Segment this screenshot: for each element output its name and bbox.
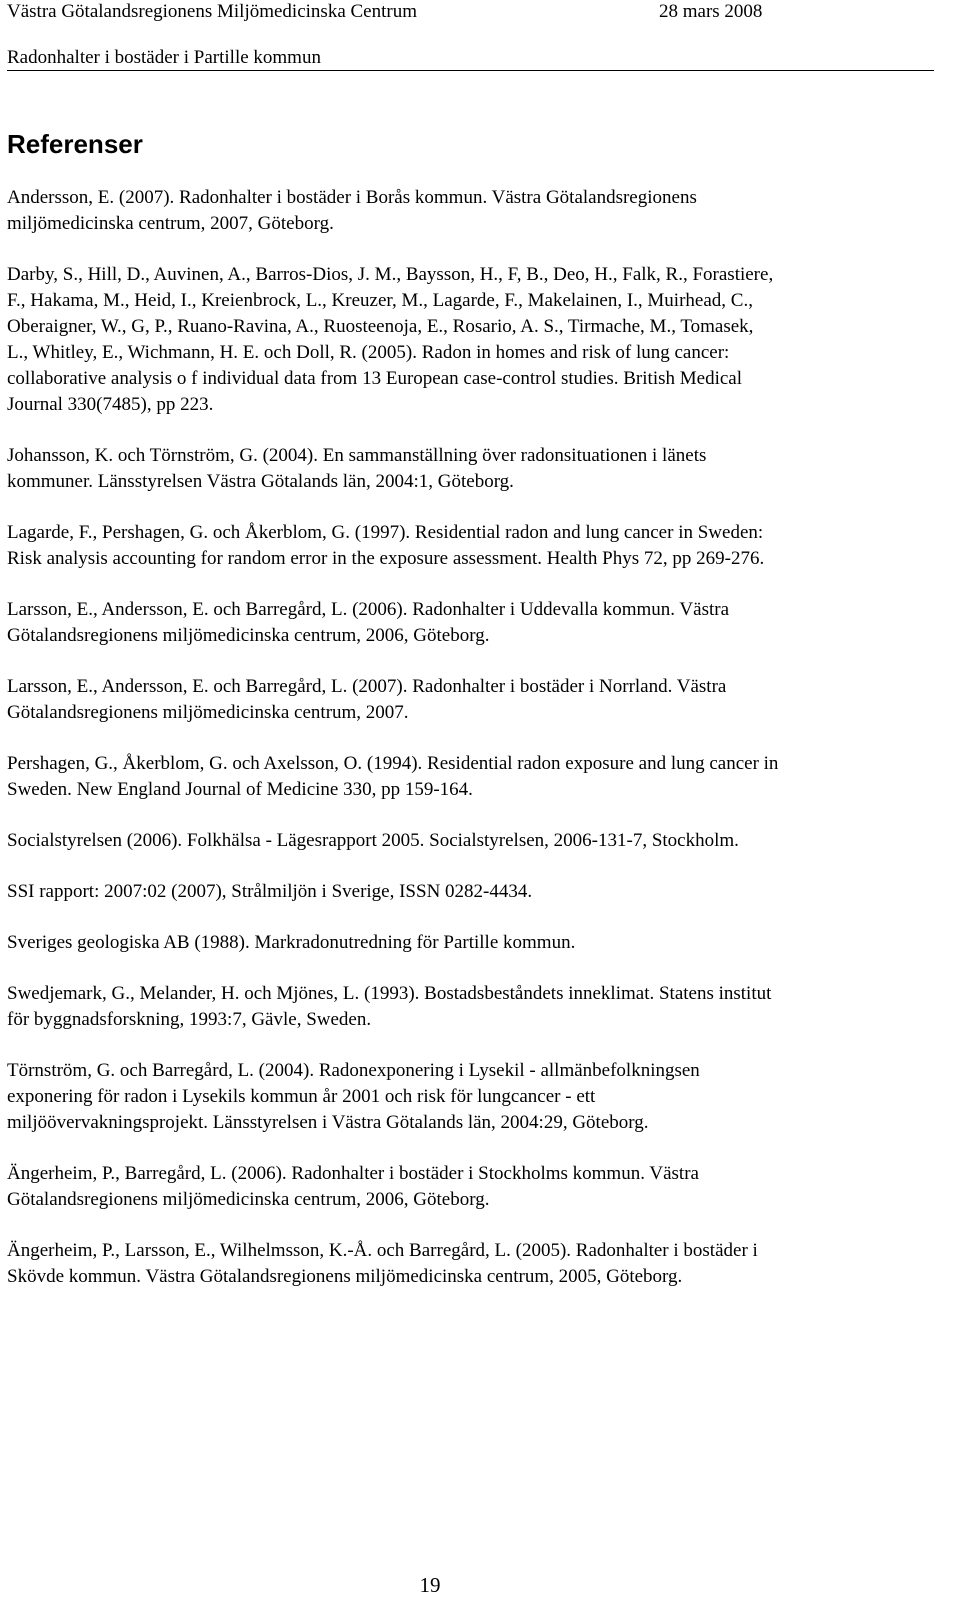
reference-line: Törnström, G. och Barregård, L. (2004). Radonexponering i Lysekil - allmänbefolkningsen [7, 1060, 700, 1081]
reference-line: exponering för radon i Lysekils kommun år 2001 och risk för lungcancer - ett [7, 1086, 596, 1107]
header-organization: Västra Götalandsregionens Miljömedicinska Centrum [7, 1, 417, 22]
reference-entry [7, 597, 929, 649]
reference-line: Pershagen, G., Åkerblom, G. och Axelsson, O. (1994). Residential radon exposure and lung cancer in [7, 753, 779, 774]
reference-line: Darby, S., Hill, D., Auvinen, A., Barros-Dios, J. M., Baysson, H., F, B., Deo, H., Falk, R., Forastiere, [7, 264, 774, 285]
reference-line: för byggnadsforskning, 1993:7, Gävle, Sweden. [7, 1009, 372, 1030]
reference-line: Journal 330(7485), pp 223. [7, 394, 214, 415]
reference-line: collaborative analysis o f individual data from 13 European case-control studies. British Medical [7, 368, 742, 389]
reference-entry [7, 828, 929, 854]
reference-line: Swedjemark, G., Melander, H. och Mjönes, L. (1993). Bostadsbeståndets inneklimat. Statens institut [7, 983, 772, 1004]
reference-line: Oberaigner, W., G, P., Ruano-Ravina, A., Ruosteenoja, E., Rosario, A. S., Tirmache, M., Tomasek, [7, 316, 754, 337]
reference-line: miljöövervakningsprojekt. Länsstyrelsen i Västra Götalands län, 2004:29, Göteborg. [7, 1112, 649, 1133]
reference-line: Götalandsregionens miljömedicinska centrum, 2007. [7, 702, 409, 723]
reference-entry [7, 674, 929, 726]
reference-line: SSI rapport: 2007:02 (2007), Strålmiljön i Sverige, ISSN 0282-4434. [7, 881, 533, 902]
reference-entry [7, 262, 929, 418]
section-title: Referenser [7, 129, 143, 159]
reference-line: Johansson, K. och Törnström, G. (2004). En sammanställning över radonsituationen i länets [7, 445, 707, 466]
header-date: 28 mars 2008 [659, 1, 763, 22]
header-subtitle: Radonhalter i bostäder i Partille kommun [7, 47, 321, 68]
header-divider [7, 70, 934, 71]
reference-entry [7, 981, 929, 1033]
reference-entry [7, 443, 929, 495]
reference-line: Sweden. New England Journal of Medicine 330, pp 159-164. [7, 779, 473, 800]
reference-line: Andersson, E. (2007). Radonhalter i bostäder i Borås kommun. Västra Götalandsregionens [7, 187, 697, 208]
reference-line: Götalandsregionens miljömedicinska centrum, 2006, Göteborg. [7, 625, 490, 646]
reference-line: Larsson, E., Andersson, E. och Barregård, L. (2006). Radonhalter i Uddevalla kommun. Västra [7, 599, 729, 620]
reference-line: Risk analysis accounting for random error in the exposure assessment. Health Phys 72, pp 269-276. [7, 548, 765, 569]
page-header [7, 0, 934, 74]
reference-line: Socialstyrelsen (2006). Folkhälsa - Lägesrapport 2005. Socialstyrelsen, 2006-131-7, Stockholm. [7, 830, 739, 851]
reference-entry [7, 930, 929, 956]
reference-line: Ängerheim, P., Barregård, L. (2006). Radonhalter i bostäder i Stockholms kommun. Västra [7, 1163, 699, 1184]
reference-line: kommuner. Länsstyrelsen Västra Götalands län, 2004:1, Göteborg. [7, 471, 514, 492]
reference-entry [7, 751, 929, 803]
reference-line: Larsson, E., Andersson, E. och Barregård, L. (2007). Radonhalter i bostäder i Norrland. Västra [7, 676, 727, 697]
reference-entry [7, 185, 929, 237]
reference-entry [7, 1058, 929, 1136]
reference-line: L., Whitley, E., Wichmann, H. E. och Doll, R. (2005). Radon in homes and risk of lung cancer: [7, 342, 730, 363]
reference-line: Ängerheim, P., Larsson, E., Wilhelmsson, K.-Å. och Barregård, L. (2005). Radonhalter i bostäder i [7, 1240, 758, 1261]
reference-entry [7, 1161, 929, 1213]
reference-line: Sveriges geologiska AB (1988). Markradonutredning för Partille kommun. [7, 932, 576, 953]
reference-entry [7, 520, 929, 572]
page-number: 19 [419, 1573, 441, 1597]
reference-line: Götalandsregionens miljömedicinska centrum, 2006, Göteborg. [7, 1189, 490, 1210]
reference-entry [7, 879, 929, 905]
reference-list [7, 185, 929, 1290]
reference-line: Skövde kommun. Västra Götalandsregionens miljömedicinska centrum, 2005, Göteborg. [7, 1266, 683, 1287]
reference-line: miljömedicinska centrum, 2007, Göteborg. [7, 213, 334, 234]
reference-line: Lagarde, F., Pershagen, G. och Åkerblom, G. (1997). Residential radon and lung cancer in Sweden: [7, 522, 764, 543]
reference-entry [7, 1238, 929, 1290]
reference-line: F., Hakama, M., Heid, I., Kreienbrock, L., Kreuzer, M., Lagarde, F., Makelainen, I., Muirhead, C., [7, 290, 753, 311]
